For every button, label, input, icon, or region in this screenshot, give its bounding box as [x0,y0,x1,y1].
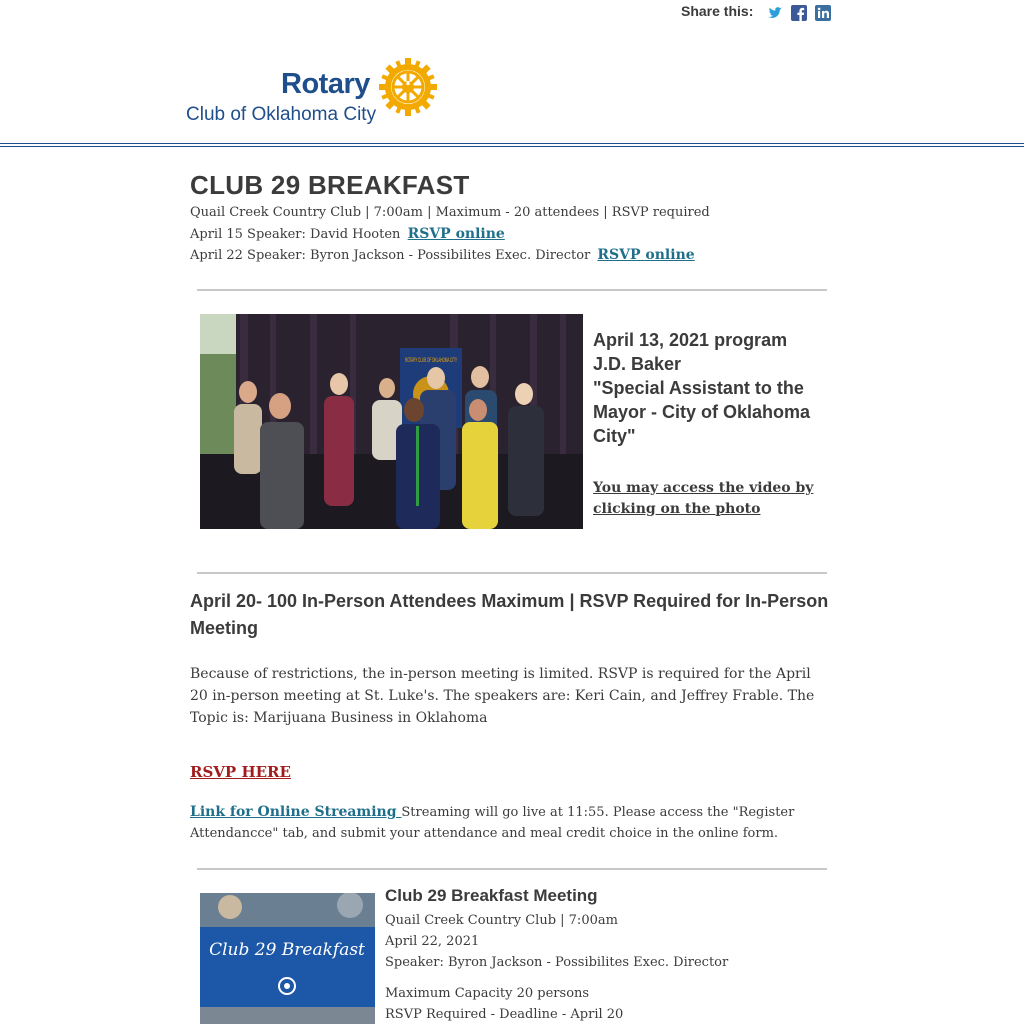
twitter-icon[interactable] [767,5,783,21]
share-label: Share this: [681,3,754,19]
apr15-rsvp-link[interactable]: RSVP online [407,226,505,242]
streaming-text: Streaming will go live at 11:55. Please access the "Register Attendancce" tab, and submit your attendance and meal credit choice in the online form. [190,805,795,841]
rsvp-here-link[interactable]: RSVP HERE [190,763,291,781]
rotary-wheel-icon [378,57,438,117]
section-divider [197,572,827,574]
rotary-logo-text: Rotary [281,68,370,100]
breakfast-location: Quail Creek Country Club | 7:00am [385,913,618,928]
club29-info: Quail Creek Country Club | 7:00am | Maximum - 20 attendees | RSVP required [190,205,710,220]
section-divider [197,289,827,291]
header-divider [0,143,1024,144]
apr15-speaker: April 15 Speaker: David Hooten [190,227,401,242]
breakfast-speaker: Speaker: Byron Jackson - Possibilites Exec. Director [385,955,729,970]
photo-banner-text: ROTARY CLUB OF OKLAHOMA CITY [405,358,457,364]
club29-apr22 [190,247,695,263]
program-speaker: J.D. Baker [593,354,682,374]
facebook-icon[interactable] [791,5,807,21]
rotary-logo-subtitle: Club of Oklahoma City [186,104,377,125]
streaming-info [190,802,840,844]
apr22-rsvp-link[interactable]: RSVP online [597,247,695,263]
apr22-speaker: April 22 Speaker: Byron Jackson - Possibilites Exec. Director [190,248,591,263]
club29-title: CLUB 29 BREAKFAST [190,170,470,200]
breakfast-image-text: Club 29 Breakfast [209,940,365,960]
breakfast-capacity: Maximum Capacity 20 persons [385,986,590,1001]
linkedin-icon[interactable] [815,5,831,21]
section-divider [197,868,827,870]
club29-apr15 [190,226,505,242]
breakfast-deadline: RSVP Required - Deadline - April 20 [385,1007,624,1022]
club29-breakfast-image[interactable] [200,893,375,1024]
program-date: April 13, 2021 program [593,330,788,350]
program-photo[interactable] [200,314,583,529]
video-link[interactable]: You may access the video by clicking on the photo [593,480,814,517]
header-divider [0,146,1024,147]
april20-heading: April 20- 100 In-Person Attendees Maximum | RSVP Required for In-Person Meeting [190,591,829,638]
breakfast-title: Club 29 Breakfast Meeting [385,886,598,905]
breakfast-date: April 22, 2021 [385,934,480,949]
program-topic: "Special Assistant to the Mayor - City of Oklahoma City" [593,378,811,446]
april20-body: Because of restrictions, the in-person meeting is limited. RSVP is required for the April 20 in-person meeting at St. Luke's. The speakers are: Keri Cain, and Jeffrey Frable. The Topic is: Marijuana Business in Oklahoma [190,666,815,726]
online-streaming-link[interactable]: Link for Online Streaming [190,804,402,820]
